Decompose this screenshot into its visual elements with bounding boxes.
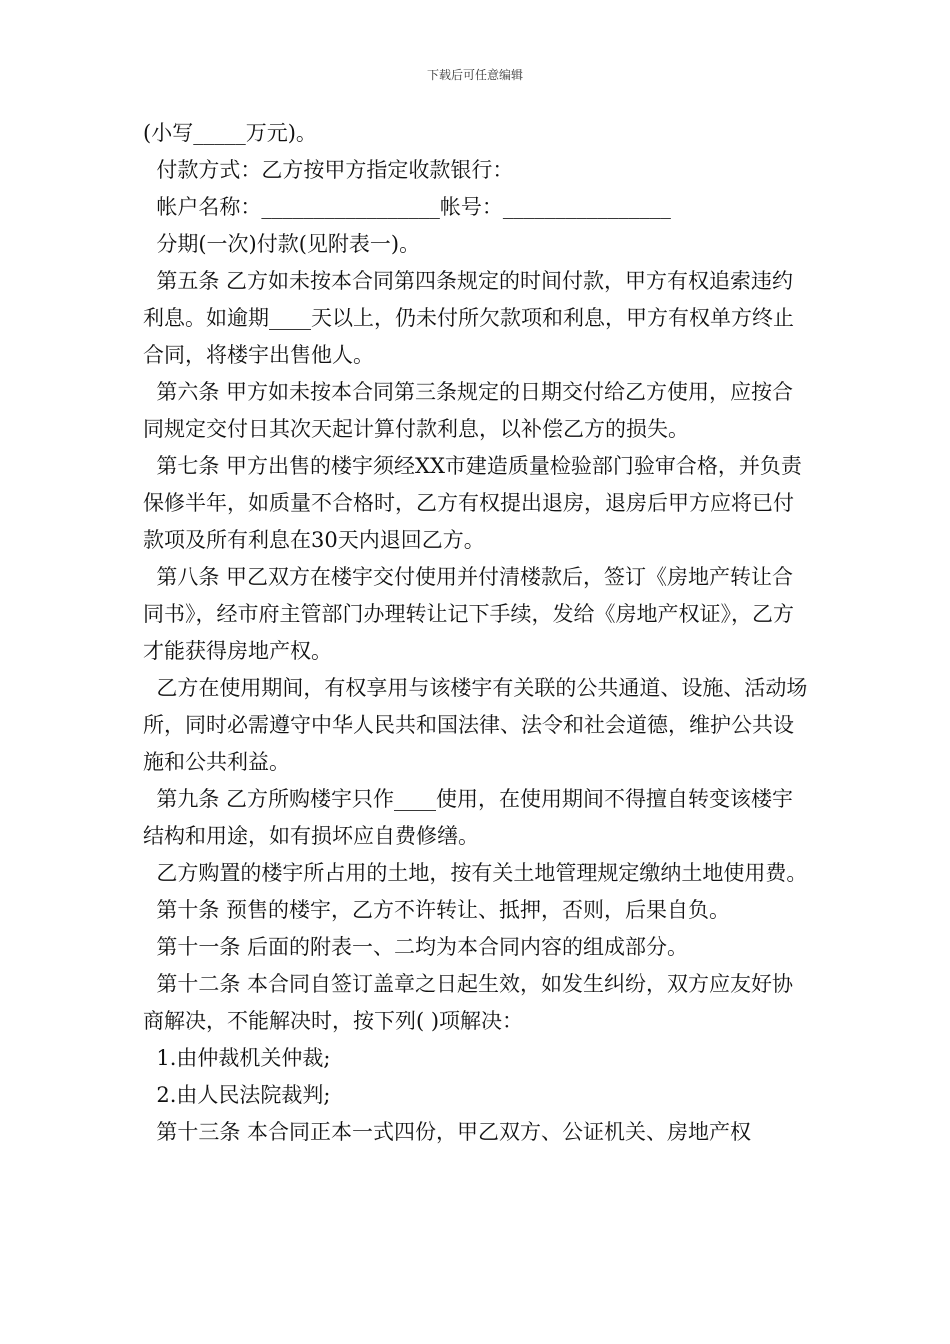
paragraph: 第十三条 本合同正本一式四份，甲乙双方、公证机关、房地产权 (143, 1120, 752, 1144)
paragraph: 分期(一次)付款(见附表一)。 (143, 232, 421, 256)
paragraph: 1.由仲裁机关仲裁; (143, 1046, 331, 1070)
paragraph: 乙方购置的楼宇所占用的土地，按有关土地管理规定缴纳土地使用费。 (143, 861, 808, 885)
paragraph: 第六条 甲方如未按本合同第三条规定的日期交付给乙方使用，应按合同规定交付日其次天起计算付款利息，以补偿乙方的损失。 (143, 380, 794, 441)
paragraph: 第十二条 本合同自签订盖章之日起生效，如发生纠纷，双方应友好协商解决，不能解决时，按下列( )项解决： (143, 972, 794, 1033)
paragraph: 乙方在使用期间，有权享用与该楼宇有关联的公共通道、设施、活动场所，同时必需遵守中华人民共和国法律、法令和社会道德，维护公共设施和公共利益。 (143, 676, 808, 774)
document-body (143, 115, 813, 1151)
paragraph: 第五条 乙方如未按本合同第四条规定的时间付款，甲方有权追索违约利息。如逾期____天以上，仍未付所欠款项和利息，甲方有权单方终止合同，将楼宇出售他人。 (143, 269, 794, 367)
paragraph: 第七条 甲方出售的楼宇须经XX市建造质量检验部门验审合格，并负责保修半年，如质量不合格时，乙方有权提出退房，退房后甲方应将已付款项及所有利息在30天内退回乙方。 (143, 454, 802, 552)
paragraph: 2.由人民法院裁判; (143, 1083, 331, 1107)
paragraph: 第九条 乙方所购楼宇只作____使用，在使用期间不得擅自转变该楼宇结构和用途，如有损坏应自费修缮。 (143, 787, 794, 848)
paragraph: (小写_____万元)。 (143, 121, 317, 145)
paragraph: 第十一条 后面的附表一、二均为本合同内容的组成部分。 (143, 935, 689, 959)
paragraph: 第八条 甲乙双方在楼宇交付使用并付清楼款后，签订《房地产转让合同书》，经市府主管部门办理转让记下手续，发给《房地产权证》，乙方才能获得房地产权。 (143, 565, 794, 663)
paragraph: 付款方式：乙方按甲方指定收款银行： (143, 158, 514, 182)
page-header: 下载后可任意编辑 (426, 68, 523, 82)
paragraph: 第十条 预售的楼宇，乙方不许转让、抵押，否则，后果自负。 (143, 898, 731, 922)
paragraph: 帐户名称：_________________帐号：________________ (143, 195, 671, 219)
